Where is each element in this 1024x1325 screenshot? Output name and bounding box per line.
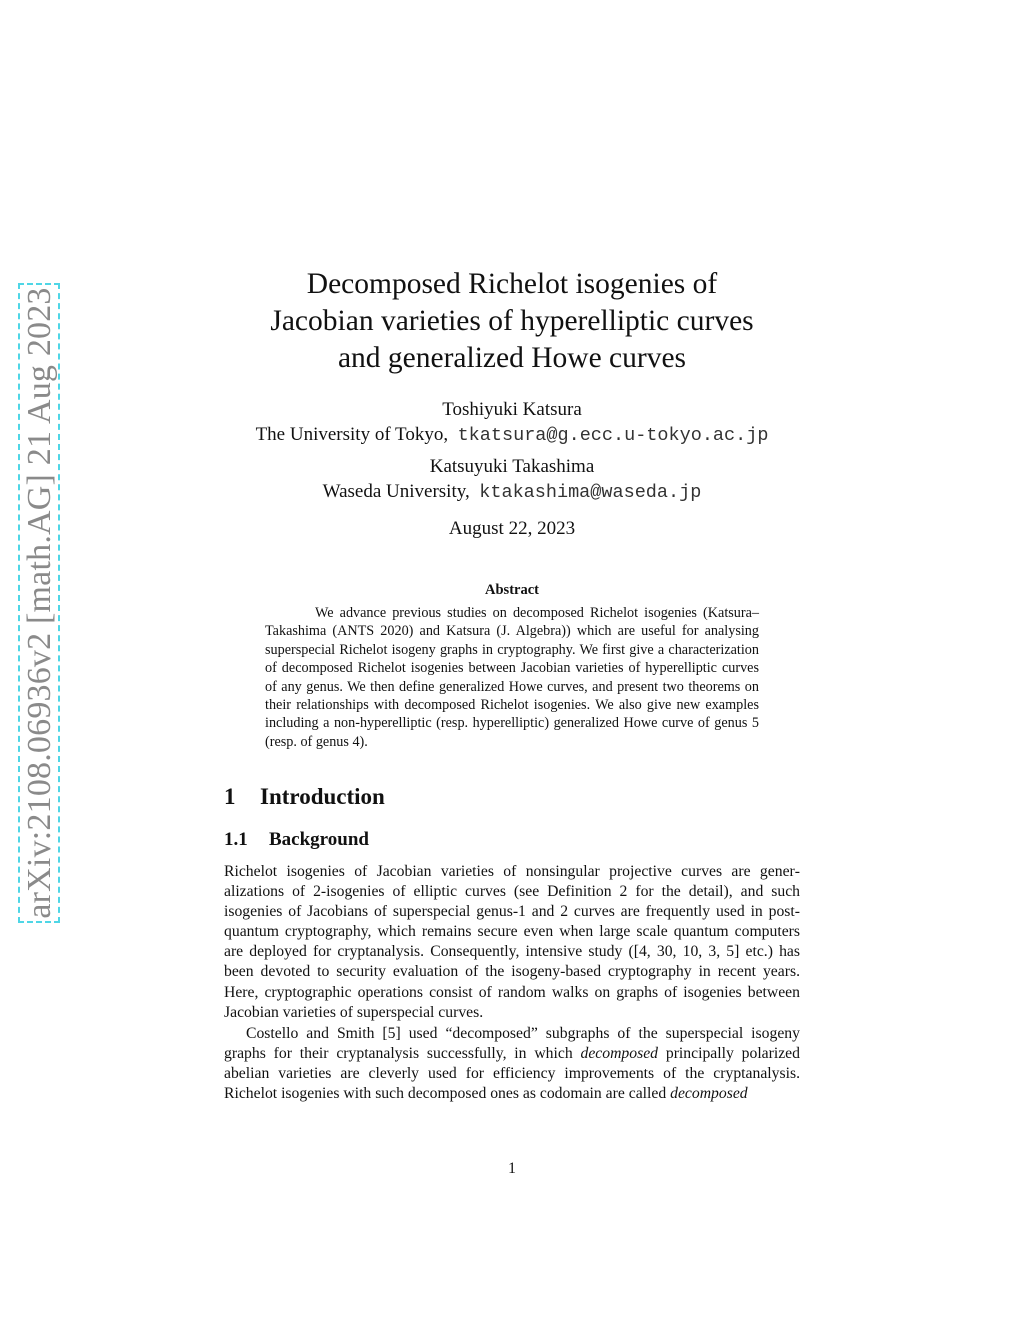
author-name: Toshiyuki Katsura xyxy=(442,399,582,420)
title-line: Decomposed Richelot isogenies of xyxy=(306,268,718,300)
subsection-title: Background xyxy=(269,829,369,850)
author-affiliation-line xyxy=(200,424,824,446)
section-heading xyxy=(224,784,385,810)
body-paragraph: Richelot isogenies of Jacobian varieties of nonsingular projective curves are generalizations of 2-isogenies of elliptic curves (see Definition 2 for the detail), and such isogenies of Jacobians of superspecial genus-1 and 2 curves are frequently used in postquantum cryptography, which remains secure even when large scale quantum computers are deployed for cryptanalysis. Consequently, intensive study ([4, 30, 10, 3, 5] etc.) has been devoted to security evaluation of the isogeny-based cryptography in recent years. Here, cryptographic operations consist of random walks on graphs of isogenies between Jacobian varieties of superspecial curves. xyxy=(224,863,800,1021)
author-name: Katsuyuki Takashima xyxy=(429,456,595,477)
author-affiliation: Waseda University, xyxy=(322,481,470,502)
emphasis-text: decomposed xyxy=(670,1085,748,1103)
section-number: 1 xyxy=(224,784,236,809)
paragraph-text: principally polarized abelian varieties are cleverly used for efficiency improvements of the cryptanalysis. Richelot isogenies with such decomposed ones as codomain are called xyxy=(224,1045,800,1103)
body-paragraph xyxy=(224,1024,800,1104)
author-email[interactable]: ktakashima@waseda.jp xyxy=(479,482,702,503)
paper-title xyxy=(212,266,812,377)
author-email[interactable]: tkatsura@g.ecc.u-tokyo.ac.jp xyxy=(457,425,769,446)
title-line: Jacobian varieties of hyperelliptic curves xyxy=(270,305,754,337)
arxiv-stamp: arXiv:2108.06936v2 [math.AG] 21 Aug 2023 xyxy=(21,287,58,919)
section-title: Introduction xyxy=(260,784,385,809)
paper-date: August 22, 2023 xyxy=(448,518,576,539)
subsection-number: 1.1 xyxy=(224,829,248,850)
emphasis-text: decomposed xyxy=(580,1045,659,1063)
abstract-text: We advance previous studies on decomposed Richelot isogenies (Katsura–Takashima (ANTS 2020) and Katsura (J. Algebra)) which are useful for analysing superspecial Richelot isogeny graphs in cryptography. We first give a characterization of decomposed Richelot isogenies between Jacobian varieties of hyperelliptic curves of any genus. We then define generalized Howe curves, and present two theorems on their relationships with decomposed Richelot isogenies. We also give new examples including a non-hyperelliptic (resp. hyperelliptic) generalized Howe curve of genus 5 (resp. of genus 4). xyxy=(265,605,759,750)
subsection-heading xyxy=(224,829,369,851)
paragraph-text: Costello and Smith [5] used “decomposed” subgraphs of the superspecial isogeny graphs for their cryptanalysis successfully, in which xyxy=(224,1025,800,1063)
author-affiliation-line xyxy=(200,481,824,503)
abstract-heading: Abstract xyxy=(485,582,539,598)
page-number: 1 xyxy=(508,1160,516,1177)
title-line: and generalized Howe curves xyxy=(337,342,687,374)
author-affiliation: The University of Tokyo, xyxy=(255,424,449,445)
